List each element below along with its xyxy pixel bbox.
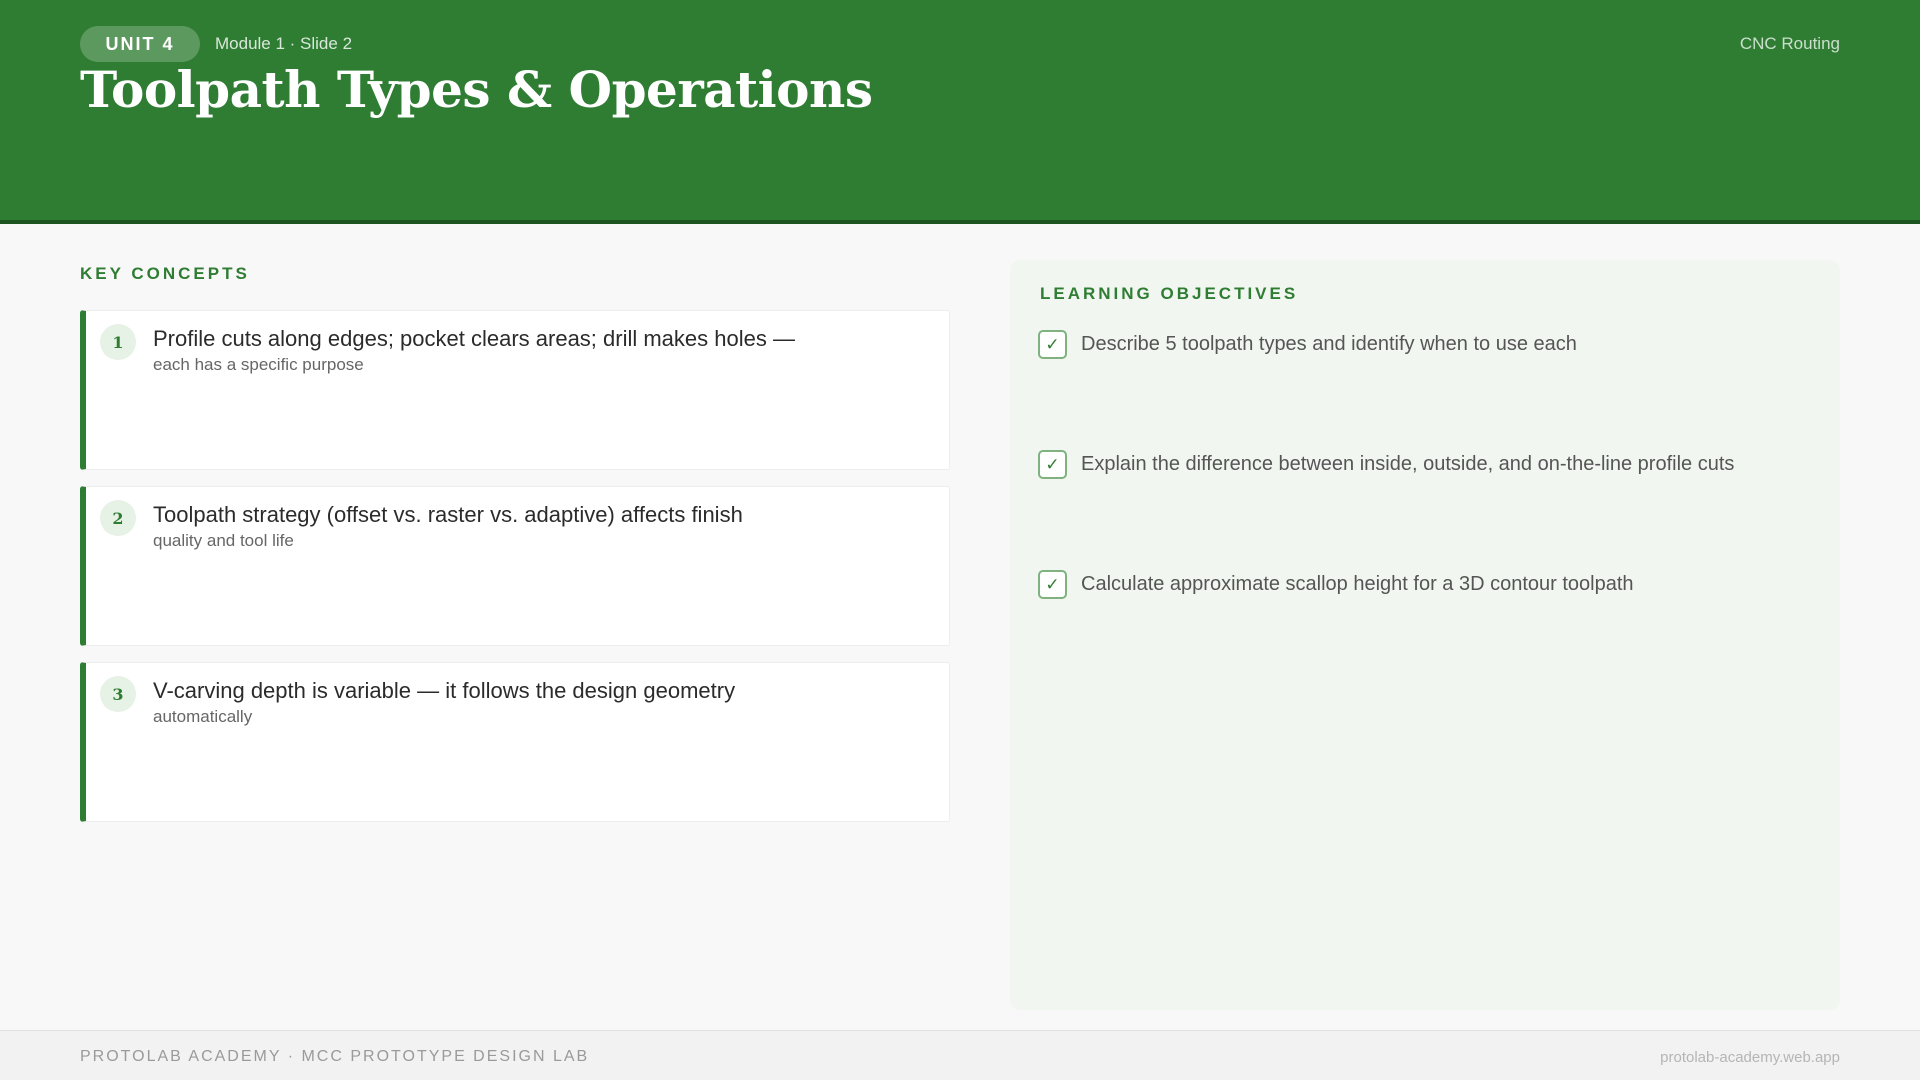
concept-text: Profile cuts along edges; pocket clears areas; drill makes holes —: [153, 326, 795, 351]
concept-subtext: each has a specific purpose: [153, 355, 364, 374]
unit-badge: UNIT 4: [80, 26, 200, 62]
key-concept-card: [80, 662, 950, 822]
objective-text: Explain the difference between inside, outside, and on-the-line profile cuts: [1081, 453, 1735, 475]
concept-number-badge: 1: [100, 324, 136, 360]
key-concept-card: [80, 310, 950, 470]
concept-text: Toolpath strategy (offset vs. raster vs. adaptive) affects finish: [153, 502, 743, 527]
objective-text: Describe 5 toolpath types and identify when to use each: [1081, 333, 1577, 355]
course-label: CNC Routing: [1739, 34, 1840, 53]
footer-org-label: PROTOLAB ACADEMY · MCC PROTOTYPE DESIGN LAB: [80, 1048, 590, 1065]
checkmark-icon: ✓: [1038, 330, 1067, 359]
slide-footer: [0, 1030, 1920, 1080]
concept-subtext: quality and tool life: [153, 531, 294, 550]
page-title: Toolpath Types & Operations: [80, 60, 873, 119]
concept-number-badge: 3: [100, 676, 136, 712]
learning-objectives-panel: [1010, 260, 1840, 1010]
checkmark-icon: ✓: [1038, 450, 1067, 479]
checkmark-icon: ✓: [1038, 570, 1067, 599]
concept-subtext: automatically: [153, 707, 253, 726]
key-concepts-heading: KEY CONCEPTS: [80, 264, 250, 283]
key-concept-card: [80, 486, 950, 646]
concept-text: V-carving depth is variable — it follows the design geometry: [153, 678, 736, 703]
objective-text: Calculate approximate scallop height for a 3D contour toolpath: [1081, 573, 1634, 595]
module-slide-info: Module 1 · Slide 2: [215, 34, 353, 53]
slide-header: [0, 0, 1920, 224]
concept-number-badge: 2: [100, 500, 136, 536]
footer-site-url: protolab-academy.web.app: [1660, 1049, 1840, 1066]
learning-objectives-heading: LEARNING OBJECTIVES: [1040, 284, 1299, 303]
